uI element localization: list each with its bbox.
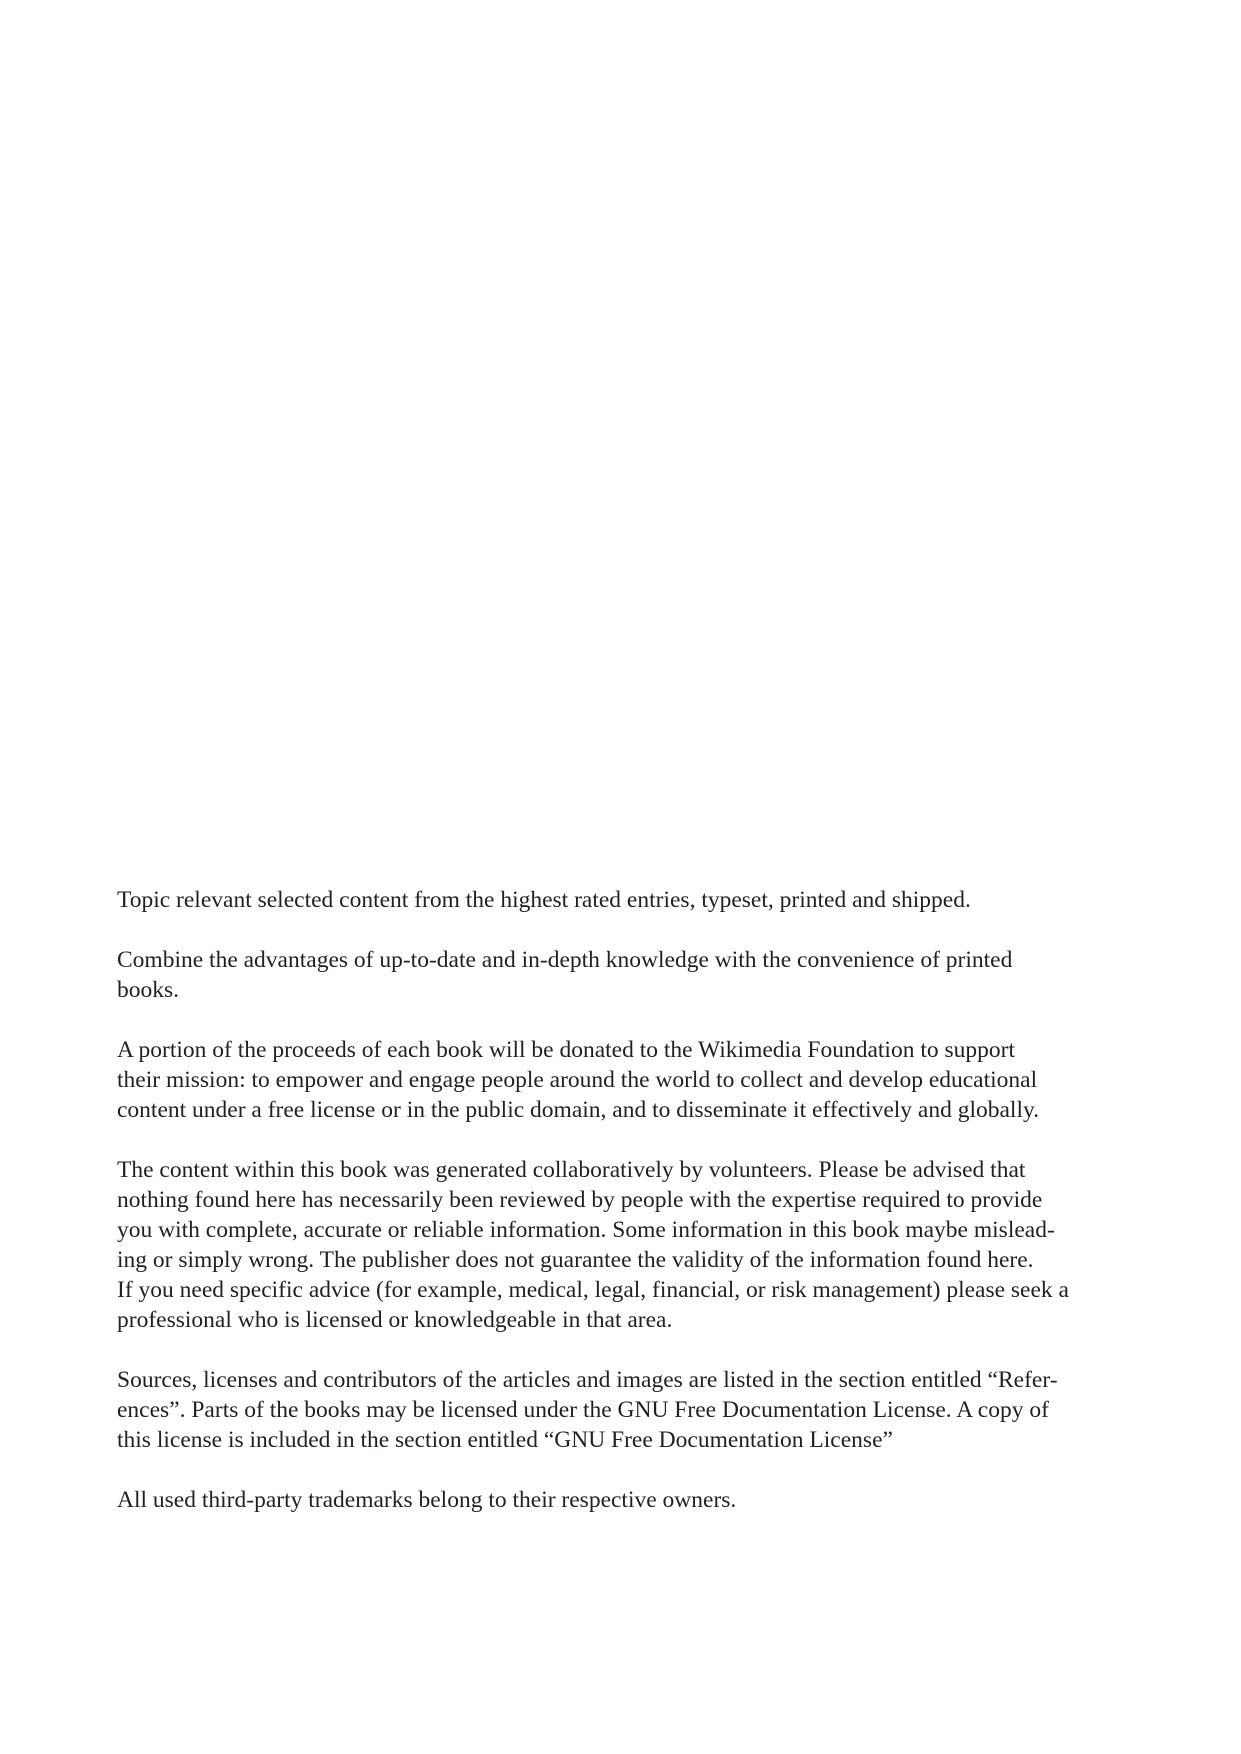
text-line: Topic relevant selected content from the highest rated entries, typeset, printed and shipped. bbox=[117, 887, 971, 913]
text-line: Sources, licenses and contributors of the articles and images are listed in the section entitled “Refer- bbox=[117, 1367, 1058, 1393]
text-line: The content within this book was generated collaboratively by volunteers. Please be advised that bbox=[117, 1157, 1026, 1183]
text-line: books. bbox=[117, 977, 180, 1003]
text-line: Combine the advantages of up-to-date and in-depth knowledge with the convenience of printed bbox=[117, 947, 1013, 973]
paragraph-sources-licenses bbox=[117, 1365, 1117, 1455]
text-line: nothing found here has necessarily been reviewed by people with the expertise required to provide bbox=[117, 1187, 1043, 1213]
text-line: you with complete, accurate or reliable information. Some information in this book maybe mislead- bbox=[117, 1217, 1055, 1243]
text-line: this license is included in the section entitled “GNU Free Documentation License” bbox=[117, 1427, 893, 1453]
text-line: A portion of the proceeds of each book will be donated to the Wikimedia Foundation to support bbox=[117, 1037, 1015, 1063]
text-line: ences”. Parts of the books may be licensed under the GNU Free Documentation License. A copy of bbox=[117, 1397, 1049, 1423]
text-line: professional who is licensed or knowledgeable in that area. bbox=[117, 1307, 673, 1333]
text-line: ing or simply wrong. The publisher does not guarantee the validity of the information found here. bbox=[117, 1247, 1034, 1273]
paragraph-advantages bbox=[117, 945, 1117, 1005]
paragraph-trademarks bbox=[117, 1485, 1117, 1515]
text-line: their mission: to empower and engage people around the world to collect and develop educational bbox=[117, 1067, 1038, 1093]
publisher-notice bbox=[117, 885, 1117, 1545]
paragraph-wikimedia-donation bbox=[117, 1035, 1117, 1125]
paragraph-disclaimer bbox=[117, 1155, 1117, 1335]
text-line: content under a free license or in the public domain, and to disseminate it effectively and globally. bbox=[117, 1097, 1040, 1123]
text-line: All used third-party trademarks belong to their respective owners. bbox=[117, 1487, 737, 1513]
text-line: If you need specific advice (for example, medical, legal, financial, or risk management) please seek a bbox=[117, 1277, 1069, 1303]
paragraph-content-selection bbox=[117, 885, 1117, 915]
